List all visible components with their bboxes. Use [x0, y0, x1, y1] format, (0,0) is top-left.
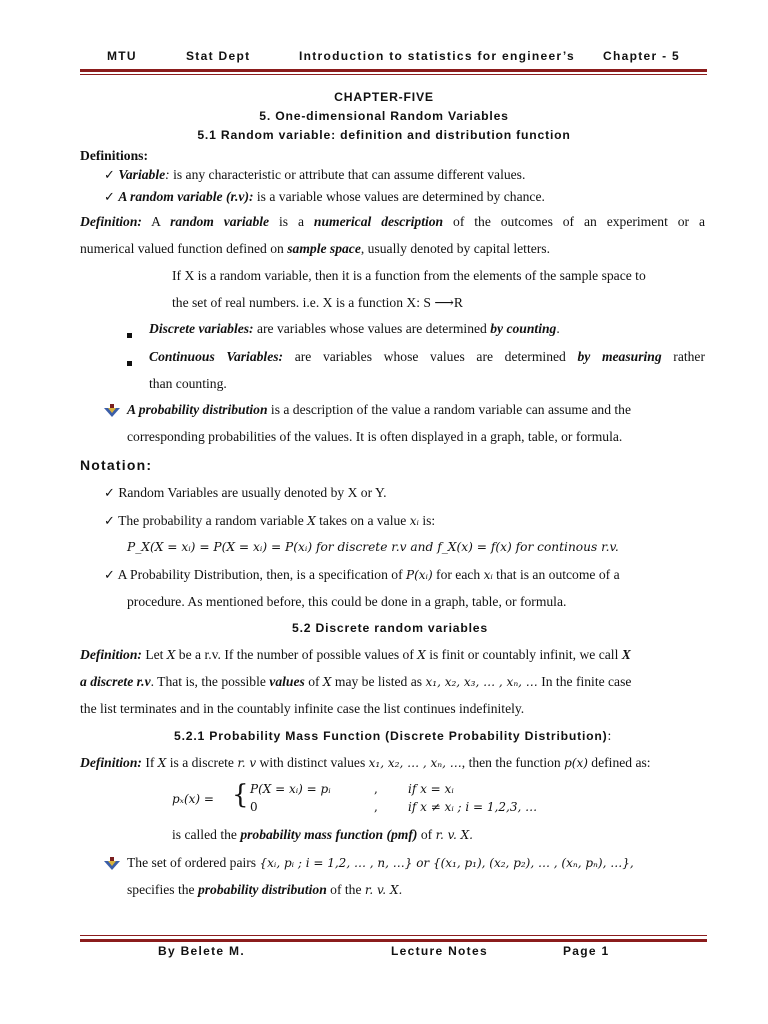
section-5-2-line1	[80, 647, 631, 663]
emph-discrete-rv: a discrete r.v	[80, 674, 151, 689]
text-span: Let	[141, 647, 167, 662]
math-rv: r. v	[237, 756, 257, 770]
math-x: X	[322, 675, 332, 689]
text-span: Random Variables are usually denoted by X or Y.	[118, 485, 387, 500]
math-sequence: x₁, x₂, … , xₙ, …	[368, 756, 462, 770]
text-span: specifies the	[127, 882, 198, 897]
rv-text: is a variable whose values are determined by chance.	[253, 189, 545, 204]
text-span: defined as:	[587, 755, 651, 770]
header-institution: MTU	[107, 49, 137, 63]
chapter-title: CHAPTER-FIVE	[334, 90, 434, 104]
math-p-x: p(x)	[564, 756, 588, 770]
math-x: X	[157, 756, 167, 770]
definition-label: Definition:	[80, 214, 142, 229]
section-5-1-title: 5.1 Random variable: definition and distribution function	[197, 128, 571, 142]
term-discrete: Discrete variables:	[149, 321, 254, 336]
pmf-case2-comma: ,	[374, 800, 378, 814]
pmf-lhs: pₓ(x) =	[172, 792, 214, 806]
text-span: :	[607, 728, 612, 743]
math-sequence: x₁, x₂, x₃, … , xₙ, …	[425, 675, 538, 689]
text-span: rather	[661, 349, 705, 364]
definition-paragraph-line1	[80, 214, 705, 230]
math-rv-x: r. v. X.	[364, 883, 403, 897]
text-span: .	[556, 321, 560, 336]
section-5-2-line2	[80, 674, 631, 690]
definitions-heading: Definitions:	[80, 148, 148, 163]
math-x: X	[417, 648, 426, 662]
text-span: is a description of the value a random variable can assume and the	[267, 402, 632, 417]
header-rule-thin	[80, 74, 707, 75]
notation-heading: Notation:	[80, 457, 153, 473]
pmf-case1-cond: if x = xᵢ	[408, 782, 454, 796]
definition-label: Definition:	[80, 647, 142, 662]
term-continuous: Continuous Variables:	[149, 349, 284, 364]
emph-x: X	[621, 647, 631, 662]
text-span: , usually denoted by capital letters.	[360, 241, 550, 256]
notation-item3	[104, 567, 620, 583]
definition-indent-line2: the set of real numbers. i.e. X is a function X: S ⟶R	[172, 295, 463, 310]
checkmark-icon: ✓	[104, 168, 115, 183]
text-span: In the finite case	[537, 674, 632, 689]
math-xi: xᵢ	[409, 514, 419, 528]
text-span: is:	[418, 513, 436, 528]
checkmark-icon: ✓	[104, 486, 115, 501]
bullet-continuous	[149, 349, 705, 365]
prob-dist-line1	[127, 402, 631, 418]
text-span: are variables whose values are determined	[283, 349, 578, 364]
checkmark-icon: ✓	[104, 190, 115, 205]
ordered-pairs-line2	[127, 882, 402, 898]
math-xi: xᵢ	[483, 568, 493, 582]
text-span: with distinct values	[256, 755, 369, 770]
text-span: be a r.v. If the number of possible values of	[175, 647, 418, 662]
emph-numerical-description: numerical description	[313, 214, 444, 229]
footer-page: Page 1	[563, 944, 610, 958]
term-probability-distribution: A probability distribution	[127, 402, 268, 417]
bullet-square-icon	[127, 354, 132, 370]
emph-by-counting: by counting	[490, 321, 557, 336]
emph-by-measuring: by measuring	[577, 349, 662, 364]
emph-probability-distribution: probability distribution	[197, 882, 327, 897]
pmf-case1: P(X = xᵢ) = pᵢ	[250, 782, 331, 796]
notation-item2	[104, 513, 435, 529]
arrow-bullet-icon	[104, 404, 120, 418]
bullet-discrete	[149, 321, 560, 337]
section-5-2-1-title	[174, 728, 611, 744]
header-course: Introduction to statistics for engineer’s	[299, 49, 575, 63]
arrow-bullet-icon	[104, 857, 120, 871]
footer-author: By Belete M.	[158, 944, 245, 958]
math-ordered-pairs: {xᵢ, pᵢ ; i = 1,2, … , n, …} or {(x₁, p₁), (x₂, p₂), … , (xₙ, pₙ), …},	[259, 856, 634, 870]
text-span: are variables whose values are determined	[253, 321, 491, 336]
text-span: of the	[326, 882, 365, 897]
checkmark-icon: ✓	[104, 514, 115, 529]
text-span: is finit or countably infinit, we call	[425, 647, 622, 662]
notation-item3-line2: procedure. As mentioned before, this could be done in a graph, table, or formula.	[127, 594, 567, 609]
section-5-2-title: 5.2 Discrete random variables	[292, 621, 488, 635]
term-variable-colon: :	[165, 167, 170, 182]
notation-formula: P_X(X = xᵢ) = P(X = xᵢ) = P(xᵢ) for discrete r.v and f_X(x) = f(x) for continous r.v.	[127, 540, 619, 554]
text-span: takes on a value	[315, 513, 410, 528]
bullet-square-icon	[127, 326, 132, 342]
pmf-case2: 0	[250, 800, 258, 814]
pmf-called-line	[172, 827, 473, 843]
ordered-pairs-line1	[127, 855, 634, 871]
text-span: of	[417, 827, 436, 842]
pmf-case2-cond: if x ≠ xᵢ ; i = 1,2,3, …	[408, 800, 538, 814]
section-5-2-line3: the list terminates and in the countably infinite case the list continues indefinitely.	[80, 701, 525, 716]
definition-indent-line1: If X is a random variable, then it is a function from the elements of the sample space to	[172, 268, 646, 283]
text-span: of the outcomes of an experiment or a	[443, 214, 705, 229]
pmf-case1-comma: ,	[374, 782, 378, 796]
math-x: X	[166, 648, 176, 662]
footer-rule-thin	[80, 935, 707, 936]
header-rule-thick	[80, 69, 707, 72]
math-rv-x: r. v. X.	[435, 828, 473, 842]
emph-pmf: probability mass function (pmf)	[240, 827, 418, 842]
bullet-continuous-line2: than counting.	[149, 376, 227, 391]
text-span: is a discrete	[166, 755, 238, 770]
variable-text: is any characteristic or attribute that can assume different values.	[169, 167, 526, 182]
text-span: , then the function	[461, 755, 565, 770]
pmf-brace: {	[232, 780, 249, 810]
definition-item-variable	[104, 167, 525, 183]
text-span: is a	[269, 214, 314, 229]
definition-item-rv	[104, 189, 545, 205]
text-span: numerical valued function defined on	[80, 241, 288, 256]
text-span: The set of ordered pairs	[127, 855, 260, 870]
math-p-xi: P(xᵢ)	[406, 568, 433, 582]
emph-random-variable: random variable	[170, 214, 270, 229]
text-span: If	[141, 755, 158, 770]
text-span: A	[141, 214, 171, 229]
text-span: that is an outcome of a	[492, 567, 620, 582]
text-span: for each	[432, 567, 484, 582]
footer-type: Lecture Notes	[391, 944, 488, 958]
footer-rule-thick	[80, 939, 707, 942]
text-span: may be listed as	[331, 674, 426, 689]
text-span: of	[304, 674, 323, 689]
definition-label: Definition:	[80, 755, 142, 770]
text-span: is called the	[172, 827, 241, 842]
header-department: Stat Dept	[186, 49, 251, 63]
prob-dist-line2: corresponding probabilities of the values. It is often displayed in a graph, table, or formula.	[127, 429, 623, 444]
text-span: . That is, the possible	[150, 674, 270, 689]
header-chapter: Chapter - 5	[603, 49, 680, 63]
text-span: A Probability Distribution, then, is a specification of	[117, 567, 407, 582]
notation-item1	[104, 485, 386, 501]
emph-values: values	[269, 674, 305, 689]
term-variable: Variable	[118, 167, 166, 182]
math-x: X	[307, 514, 316, 528]
section-5-2-1-line1	[80, 755, 651, 771]
emph-sample-space: sample space	[287, 241, 361, 256]
section-5-2-1-title-text: 5.2.1 Probability Mass Function (Discrete Probability Distribution)	[174, 729, 608, 743]
term-random-variable: A random variable (r.v):	[118, 189, 254, 204]
checkmark-icon: ✓	[104, 568, 115, 583]
chapter-topic: 5. One-dimensional Random Variables	[259, 109, 509, 123]
text-span: The probability a random variable	[118, 513, 308, 528]
definition-paragraph-line2	[80, 241, 550, 257]
